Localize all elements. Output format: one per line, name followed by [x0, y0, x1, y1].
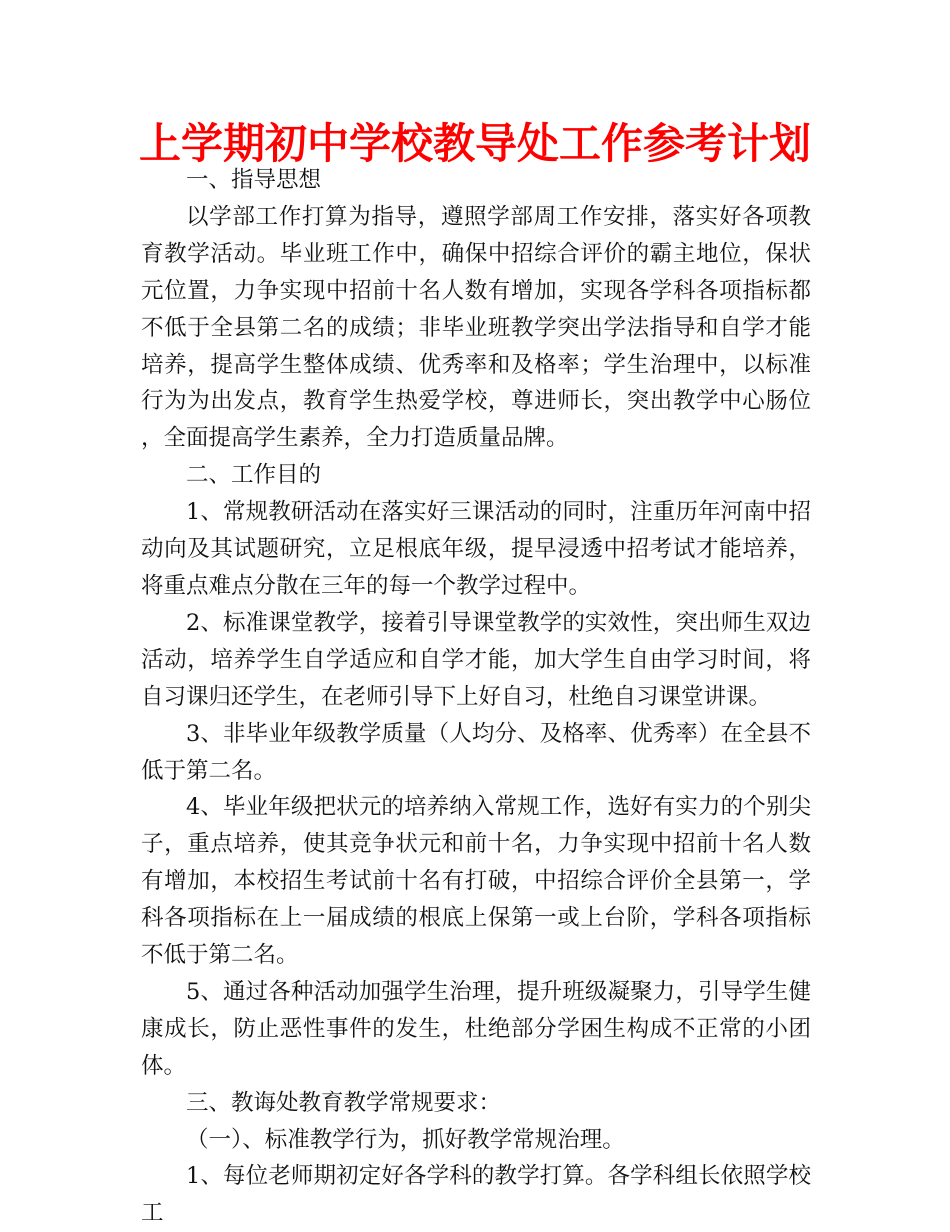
paragraph-goal-3: 3、非毕业年级教学质量（人均分、及格率、优秀率）在全县不低于第二名。	[141, 720, 811, 784]
section-heading-guiding-ideology: 一、指导思想	[186, 167, 322, 193]
paragraph-guiding-ideology: 以学部工作打算为指导，遵照学部周工作安排，落实好各项教育教学活动。毕业班工作中，确保中招综合评价的霸主地位，保状元位置，力争实现中招前十名人数有增加，实现各学科各项指标都不低于全县第二名的成绩；非毕业班教学突出学法指导和自学才能培养，提高学生整体成绩、优秀率和及格率；学生治理中，以标准行为为出发点，教育学生热爱学校，尊进师长，突出教学中心肠位，全面提高学生素养，全力打造质量品牌。	[141, 203, 811, 452]
paragraph-goal-5: 5、通过各种活动加强学生治理，提升班级凝聚力，引导学生健康成长，防止恶性事件的发生，杜绝部分学困生构成不正常的小团体。	[141, 978, 811, 1079]
subsection-heading-teaching-behavior: （一）、标准教学行为，抓好教学常规治理。	[186, 1126, 625, 1153]
section-heading-work-goals: 二、工作目的	[186, 462, 322, 489]
section-heading-routine-requirements: 三、教诲处教育教学常规要求：	[186, 1089, 502, 1116]
document-body	[141, 162, 811, 1232]
paragraph-goal-1: 1、常规教研活动在落实好三课活动的同时，注重历年河南中招动向及其试题研究，立足根底年级，提早浸透中招考试才能培养，将重点难点分散在三年的每一个教学过程中。	[141, 499, 811, 599]
paragraph-goal-2: 2、标准课堂教学，接着引导课堂教学的实效性，突出师生双边活动，培养学生自学适应和自学才能，加大学生自由学习时间，将自习课归还学生，在老师引导下上好自习，杜绝自习课堂讲课。	[141, 609, 811, 710]
paragraph-requirement-1: 1、每位老师期初定好各学科的教学打算。各学科组长依照学校工	[141, 1163, 811, 1227]
document-title: 上学期初中学校教导处工作参考计划	[138, 119, 811, 168]
paragraph-goal-4: 4、毕业年级把状元的培养纳入常规工作，选好有实力的个别尖子，重点培养，使其竞争状元和前十名，力争实现中招前十名人数有增加，本校招生考试前十名有打破，中招综合评价全县第一，学科各项指标在上一届成绩的根底上保第一或上台阶，学科各项指标不低于第二名。	[141, 794, 811, 969]
